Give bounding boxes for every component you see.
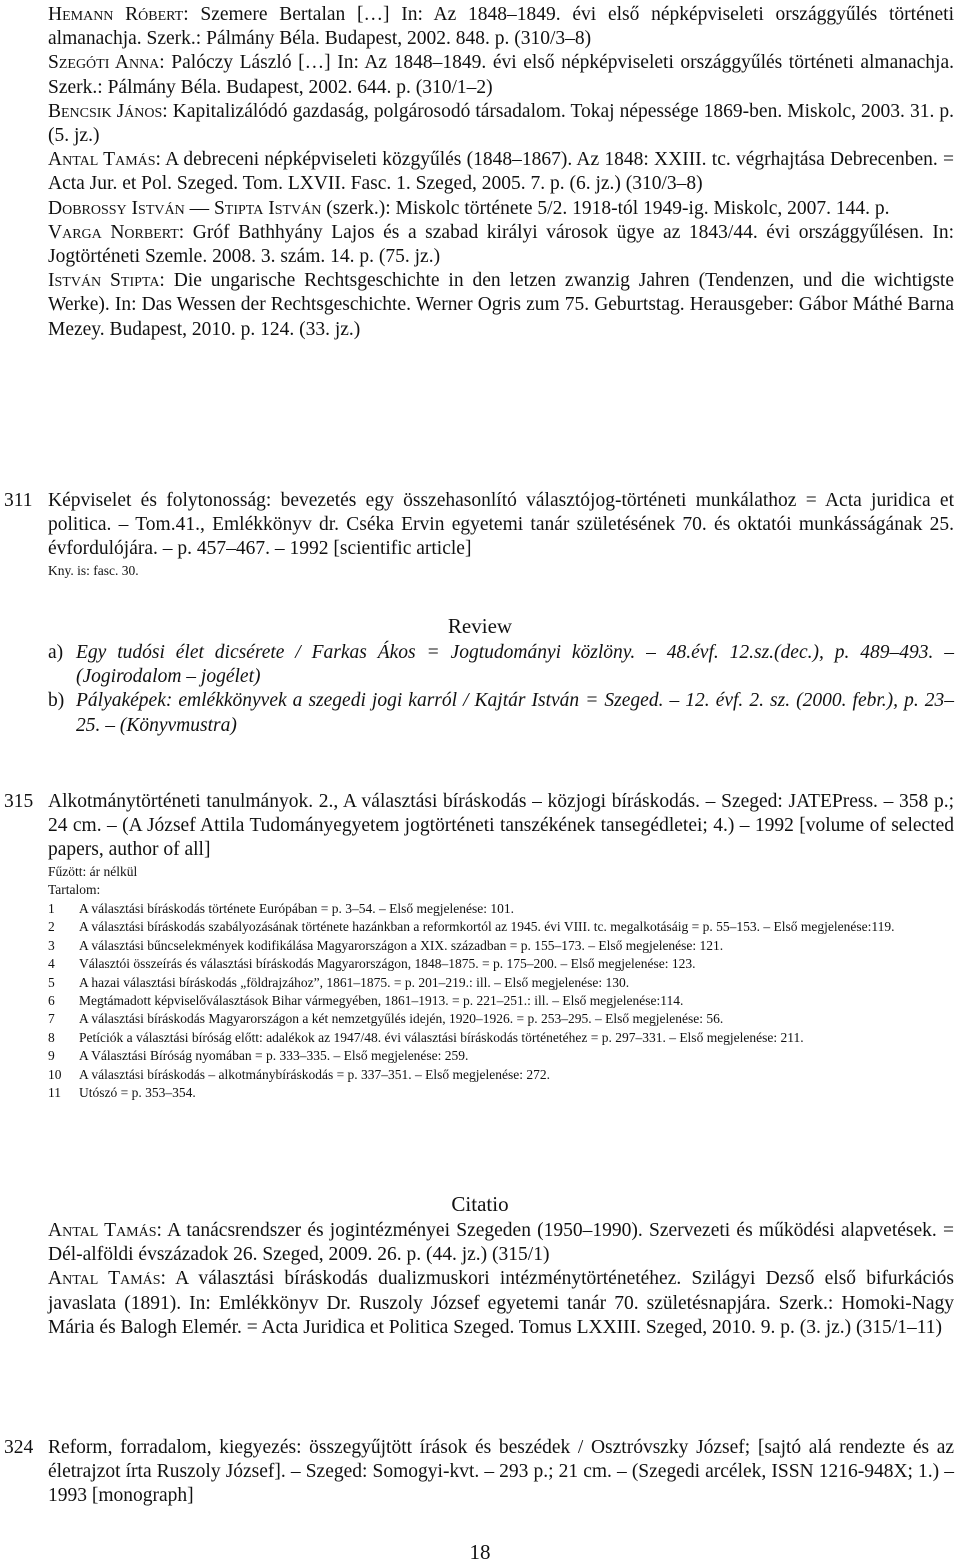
review-item-label: a)	[48, 642, 64, 663]
contents-item-number: 3	[48, 937, 55, 953]
contents-item-number: 5	[48, 974, 55, 990]
review-item-label: b)	[48, 690, 65, 712]
contents-item-number: 2	[48, 919, 55, 935]
entry-text: Képviselet és folytonosság: bevezetés egy összehasonlító választójog-történeti munkálathoz = Acta juridica et politica. – Tom.41., Emlékkönyv dr. Cséka Ervin egyetemi tanár születésének 70. és oktatói munkásságának 25. évfordulójára. – p. 457–467. – 1992 [scientific article]	[48, 490, 954, 560]
citation-item	[48, 1267, 954, 1340]
contents-item-text: Utószó = p. 353–354.	[79, 1085, 196, 1101]
citation-item	[48, 269, 954, 342]
contents-item-number: 4	[48, 956, 55, 972]
citatio-heading: Citatio	[451, 1192, 509, 1216]
contents-item-number: 6	[48, 993, 55, 1009]
entry-text: Reform, forradalom, kiegyezés: összegyűjtött írások és beszédek / Osztróvszky József; [sajtó alá rendezte és az életrajzot írta Ruszoly József]. – Szeged: Somogyi-kvt. – 293 p.; 21 cm. – (Szegedi arcélek, ISSN 1216-948X; 1.) – 1993 [monograph]	[48, 1437, 954, 1507]
contents-item-text: Megtámadott képviselőválasztások Bihar vármegyében, 1861–1913. = p. 221–251.: ill. – Első megjelenése:114.	[79, 993, 684, 1009]
entry-text: Alkotmánytörténeti tanulmányok. 2., A választási bíráskodás – közjogi bíráskodás. – Szeged: JATEPress. – 358 p.; 24 cm. – (A József Attila Tudományegyetem jogtörténeti tanszékének tansegédletei; 4.) – 1992 [volume of selected papers, author of all]	[48, 791, 954, 861]
citation-text: A választási bíráskodás dualizmuskori intézménytörténetéhez. Szilágyi Dezső első bifurkációs javaslata (1891). In: Emlékkönyv Dr. Ruszoly József egyetemi tanár 70. születésnapjára. Szerk.: Homoki-Nagy Mária és Balogh Elemér. = Acta Juridica et Politica Szeged. Tomus LXXIII. Szeged, 2010. 9. p. (3. jz.) (315/1–11)	[48, 1268, 954, 1338]
contents-item	[48, 992, 952, 1010]
review-item	[48, 641, 954, 689]
contents-item	[48, 974, 952, 992]
citation-author: Bencsik János:	[48, 100, 168, 122]
entry-number: 324	[4, 1437, 34, 1458]
contents-item	[48, 918, 952, 936]
citation-author: Szegóti Anna:	[48, 52, 165, 74]
citation-item	[48, 197, 954, 221]
contents-item-text: A hazai választási bíráskodás „földrajzához”, 1861–1875. = p. 201–219.: ill. – Első megjelenése: 130.	[79, 974, 630, 990]
contents-item-text: A választási bűncselekmények kodifikálása Magyarországon a XIX. században = p. 155–173. – Első megjelenése: 121.	[79, 937, 724, 953]
citation-text: Szemere Bertalan […] In: Az 1848–1849. évi első népképviseleti országgyűlés történeti almanachja. Szerk.: Pálmány Béla. Budapest, 2002. 848. p. (310/3–8)	[48, 4, 954, 50]
contents-item-text: A választási bíráskodás szabályozásának története hazánkban a reformkortól az 1945. évi VIII. tc. megalkotásáig = p. 55–153. – Első megjelenése:119.	[79, 919, 895, 935]
bibliography-entry-324	[0, 1436, 954, 1509]
contents-item-text: A választási bíráskodás – alkotmánybíráskodás = p. 337–351. – Első megjelenése: 272.	[79, 1066, 551, 1082]
contents-item	[48, 955, 952, 973]
contents-item	[48, 1010, 952, 1028]
citation-author: Antal Tamás:	[48, 1220, 162, 1241]
review-heading: Review	[447, 614, 513, 638]
contents-item-number: 8	[48, 1029, 55, 1045]
citation-list-citatio	[48, 1219, 954, 1340]
contents-item-number: 7	[48, 1011, 55, 1027]
citation-list-top	[48, 3, 954, 342]
contents-item-number: 1	[48, 901, 55, 916]
citation-item	[48, 221, 954, 269]
contents-item	[48, 1047, 952, 1065]
contents-list	[48, 900, 952, 1102]
citation-author: Varga Norbert:	[48, 221, 185, 243]
page-number: 18	[469, 1540, 491, 1564]
contents-item	[48, 1029, 952, 1047]
citation-text: A tanácsrendszer és jogintézményei Szegeden (1950–1990). Szervezeti és működési alapvetések. = Dél-alföldi évszázadok 26. Szeged, 2009. 26. p. (44. jz.) (315/1)	[48, 1220, 954, 1266]
review-list	[48, 641, 954, 738]
contents-label: Tartalom:	[48, 882, 101, 898]
contents-item	[48, 1066, 952, 1084]
contents-item-text: A Választási Bíróság nyomában = p. 333–335. – Első megjelenése: 259.	[79, 1048, 469, 1064]
citation-item	[48, 51, 954, 99]
citation-item	[48, 100, 954, 148]
citation-author: Dobrossy István — Stipta István	[48, 197, 322, 219]
citation-text: (szerk.): Miskolc története 5/2. 1918-tól 1949-ig. Miskolc, 2007. 144. p.	[321, 197, 890, 219]
contents-item	[48, 1084, 952, 1102]
review-item	[48, 689, 954, 737]
entry-note: Kny. is: fasc. 30.	[48, 562, 139, 578]
citation-author: Hemann Róbert:	[48, 4, 189, 25]
contents-item-text: A választási bíráskodás története Európában = p. 3–54. – Első megjelenése: 101.	[79, 901, 514, 916]
entry-number: 311	[4, 490, 33, 511]
citation-text: Gróf Bathhyány Lajos és a szabad királyi városok ügye az 1843/44. évi országgyűlésen. In: Jogtörténeti Szemle. 2008. 3. szám. 14. p. (75. jz.)	[48, 221, 955, 268]
contents-item-text: Választói összeírás és választási bíráskodás Magyarországon, 1848–1875. = p. 175–200. – Első megjelenése: 123.	[79, 956, 696, 972]
entry-number: 315	[4, 791, 34, 812]
bibliography-entry-315	[0, 790, 954, 900]
contents-item	[48, 900, 952, 918]
citation-author: István Stipta:	[48, 270, 165, 292]
citation-author: Antal Tamás:	[48, 1268, 166, 1290]
contents-item-text: A választási bíráskodás Magyarországon a két nemzetgyűlés idején, 1920–1926. = p. 253–295. – Első megjelenése: 56.	[79, 1011, 724, 1027]
citation-text: Palóczy László […] In: Az 1848–1849. évi első népképviseleti országgyűlés történeti almanachja. Szerk.: Pálmány Béla. Budapest, 2002. 644. p. (310/1–2)	[48, 52, 955, 98]
citation-item	[48, 3, 954, 51]
contents-item	[48, 937, 952, 955]
citation-text: A debreceni népképviseleti közgyűlés (1848–1867). Az 1848: XXIII. tc. végrhajtása Debrecenben. = Acta Jur. et Pol. Szeged. Tom. LXVII. Fasc. 1. Szeged, 2005. 7. p. (6. jz.) (310/3–8)	[48, 149, 954, 195]
bibliography-entry-311	[0, 489, 954, 580]
review-item-text: Egy tudósi élet dicsérete / Farkas Ákos = Jogtudományi közlöny. – 48.évf. 12.sz.(dec.), p. 489–493. – (Jogirodalom – jogélet)	[76, 642, 954, 688]
citation-text: Kapitalizálódó gazdaság, polgárosodó társadalom. Tokaj népessége 1869-ben. Miskolc, 2003. 31. p. (5. jz.)	[48, 100, 954, 147]
citation-item	[48, 148, 954, 196]
contents-item-number: 11	[48, 1085, 61, 1101]
contents-item-number: 10	[48, 1066, 62, 1082]
contents-item-number: 9	[48, 1048, 55, 1064]
citation-item	[48, 1219, 954, 1267]
citation-author: Antal Tamás:	[48, 149, 161, 171]
citation-text: Die ungarische Rechtsgeschichte in den letzen zwanzig Jahren (Tendenzen, und die wichtigste Werke). In: Das Wessen der Rechtsgeschichte. Werner Ogris zum 75. Geburtstag. Herausgeber: Gábor Máthé Barna Mezey. Budapest, 2010. p. 124. (33. jz.)	[48, 270, 954, 340]
contents-item-text: Petíciók a választási bíróság előtt: adalékok az 1947/48. évi választási bíráskodás történetéhez = p. 297–331. – Első megjelenése: 211.	[79, 1029, 804, 1045]
review-item-text: Pályaképek: emlékkönyvek a szegedi jogi karról / Kajtár István = Szeged. – 12. évf. 2. sz. (2000. febr.), p. 23–25. – (Könyvmustra)	[76, 690, 954, 736]
binding-note: Fűzött: ár nélkül	[48, 863, 138, 879]
